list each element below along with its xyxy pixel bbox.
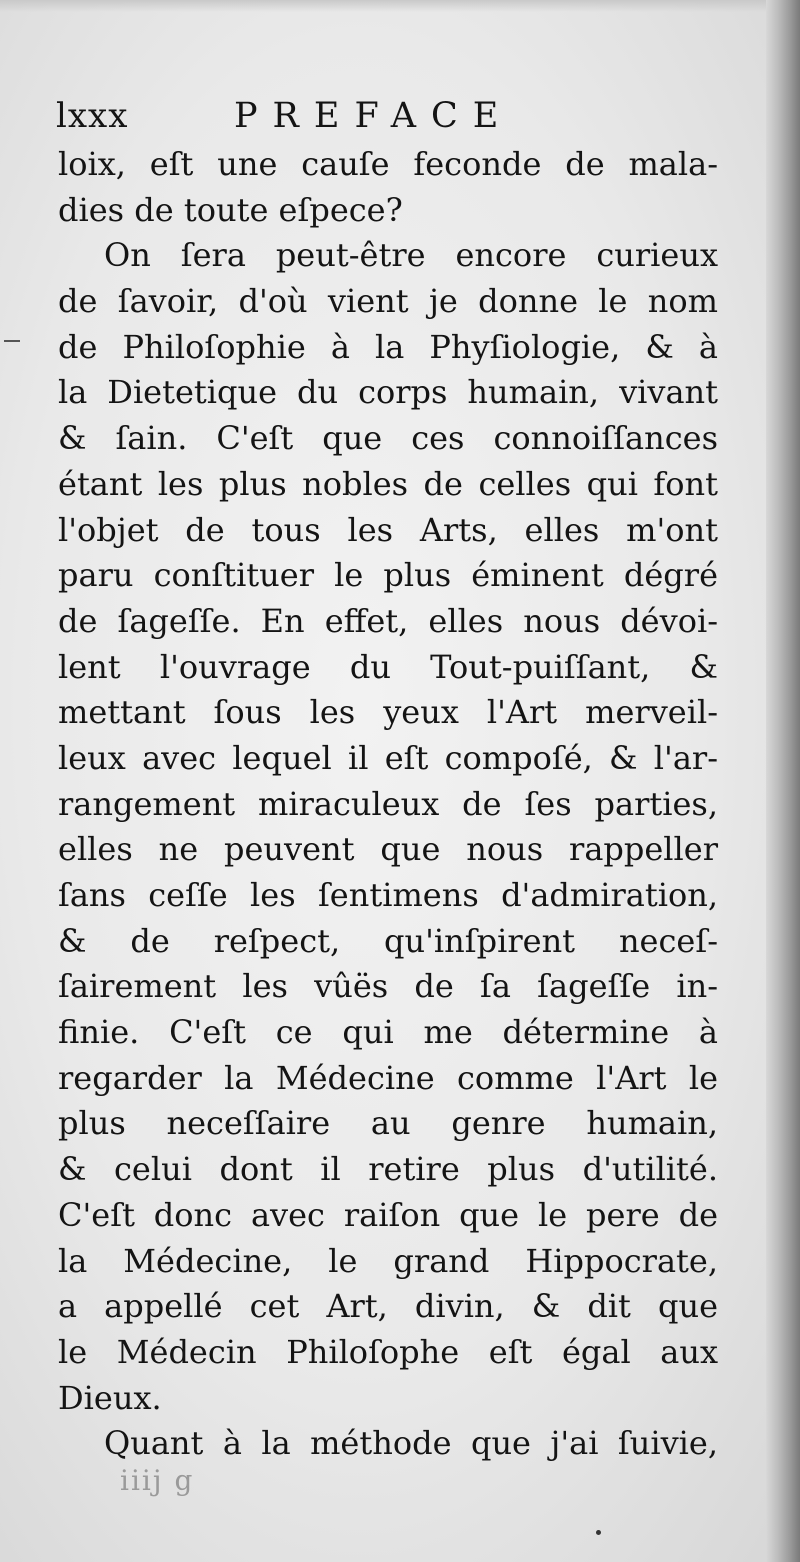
running-title: PREFACE — [234, 96, 514, 136]
text-line: On ſera peut-être encore curieux — [104, 236, 718, 275]
text-line: leux avec lequel il eſt compoſé, & l'ar- — [58, 738, 718, 777]
text-line: plus neceſſaire au genre humain, — [58, 1104, 718, 1143]
text-line: regarder la Médecine comme l'Art le — [58, 1058, 718, 1097]
text-line: rangement miraculeux de ſes parties, — [58, 784, 718, 823]
text-line: la Médecine, le grand Hippocrate, — [58, 1241, 718, 1280]
text-line: ſans ceſſe les ſentimens d'admiration, — [58, 876, 718, 914]
ink-speck — [596, 1530, 601, 1535]
text-line: & ſain. C'eſt que ces connoiſſances — [58, 419, 718, 458]
page-number: lxxx — [56, 96, 129, 136]
text-line: Dieux. — [58, 1378, 162, 1417]
text-line: loix, eſt une cauſe feconde de mala- — [58, 145, 718, 183]
signature-mark: iiij g — [120, 1464, 195, 1497]
text-line: mettant ſous les yeux l'Art merveil- — [58, 693, 718, 732]
text-line: C'eſt donc avec raiſon que le pere de — [58, 1195, 718, 1234]
page-top-shadow — [0, 0, 800, 12]
text-line: Quant à la méthode que j'ai ſuivie, — [104, 1424, 718, 1463]
text-line: de ſageſſe. En effet, elles nous dévoi- — [58, 601, 718, 640]
text-line: le Médecin Philoſophe eſt égal aux — [58, 1332, 718, 1371]
text-line: finie. C'eſt ce qui me détermine à — [58, 1013, 718, 1052]
text-line: paru conſtituer le plus éminent dégré — [58, 556, 718, 595]
text-line: & de reſpect, qu'inſpirent neceſ- — [58, 921, 718, 960]
text-line: elles ne peuvent que nous rappeller — [58, 830, 718, 869]
text-line: l'objet de tous les Arts, elles m'ont — [58, 510, 718, 549]
page-gutter-edge — [766, 0, 800, 1562]
text-line: la Dietetique du corps humain, vivant — [58, 373, 718, 412]
text-line: de Philoſophie à la Phyſiologie, & à — [58, 327, 718, 366]
text-line: & celui dont il retire plus d'utilité. — [58, 1150, 718, 1189]
text-line: de ſavoir, d'où vient je donne le nom — [58, 282, 718, 321]
text-line: ſairement les vûës de ſa ſageſſe in- — [58, 967, 718, 1006]
text-line: a appellé cet Art, divin, & dit que — [58, 1287, 718, 1326]
margin-mark — [4, 340, 20, 342]
text-line: lent l'ouvrage du Tout-puiſſant, & — [58, 647, 718, 686]
text-line: dies de toute eſpece? — [58, 190, 403, 229]
page-header — [56, 96, 716, 142]
body-text — [58, 142, 718, 1467]
text-line: étant les plus nobles de celles qui font — [58, 464, 718, 503]
